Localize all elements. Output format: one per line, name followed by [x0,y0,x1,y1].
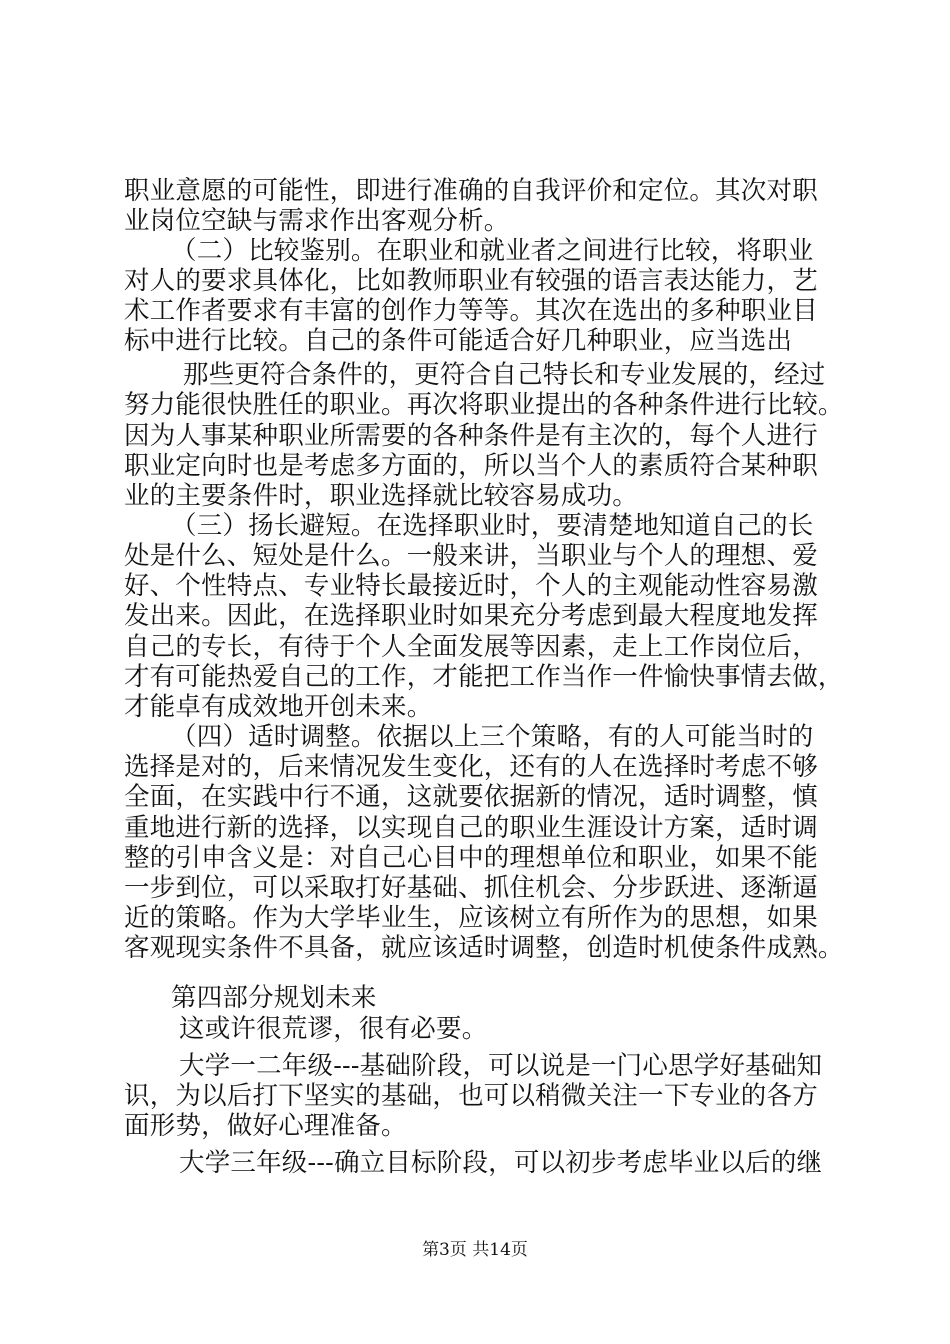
body-line: 才能卓有成效地开创未来。 [124,692,433,722]
body-line: 面形势，做好心理准备。 [124,1111,407,1141]
body-line: 才有可能热爱自己的工作，才能把工作当作一件愉快事情去做， [124,662,844,692]
body-line: 职业意愿的可能性，即进行准确的自我评价和定位。其次对职 [124,176,818,206]
body-line: 选择是对的，后来情况发生变化，还有的人在选择时考虑不够 [124,752,818,782]
body-line: 这或许很荒谬，很有必要。 [179,1014,488,1044]
page-number-footer: 第3页 共14页 [422,1240,528,1260]
body-line: 大学三年级---确立目标阶段，可以初步考虑毕业以后的继 [179,1148,823,1178]
body-line: （四）适时调整。依据以上三个策略，有的人可能当时的 [171,722,814,752]
body-line: 整的引申含义是：对自己心目中的理想单位和职业，如果不能 [124,843,818,873]
body-line: 因为人事某种职业所需要的各种条件是有主次的，每个人进行 [124,421,818,451]
body-line: 业岗位空缺与需求作出客观分析。 [124,206,510,236]
body-line: 客观现实条件不具备，就应该适时调整，创造时机使条件成熟。 [124,933,844,963]
body-line: （三）扬长避短。在选择职业时，要清楚地知道自己的长 [171,511,814,541]
body-line: 大学一二年级---基础阶段，可以说是一门心思学好基础知 [179,1051,823,1081]
body-line: 那些更符合条件的，更符合自己特长和专业发展的，经过 [183,360,826,390]
body-line: 全面，在实践中行不通，这就要依据新的情况，适时调整，慎 [124,782,818,812]
body-line: 标中进行比较。自己的条件可能适合好几种职业，应当选出 [124,326,793,356]
body-line: 重地进行新的选择，以实现自己的职业生涯设计方案，适时调 [124,813,818,843]
body-line: 发出来。因此，在选择职业时如果充分考虑到最大程度地发挥 [124,601,818,631]
body-line: 处是什么、短处是什么。一般来讲，当职业与个人的理想、爱 [124,541,818,571]
body-line: 一步到位，可以采取打好基础、抓住机会、分步跃进、逐渐逼 [124,873,818,903]
body-line: 努力能很快胜任的职业。再次将职业提出的各种条件进行比较。 [124,390,844,420]
body-line: 术工作者要求有丰富的创作力等等。其次在选出的多种职业目 [124,296,818,326]
body-line: 好、个性特点、专业特长最接近时，个人的主观能动性容易激 [124,571,818,601]
body-line: 业的主要条件时，职业选择就比较容易成功。 [124,481,639,511]
body-line: 识，为以后打下坚实的基础，也可以稍微关注一下专业的各方 [124,1081,818,1111]
body-line: 自己的专长，有待于个人全面发展等因素，走上工作岗位后， [124,632,818,662]
body-line: （二）比较鉴别。在职业和就业者之间进行比较，将职业 [171,236,814,266]
body-line: 职业定向时也是考虑多方面的，所以当个人的素质符合某种职 [124,451,818,481]
body-line: 近的策略。作为大学毕业生，应该树立有所作为的思想，如果 [124,903,818,933]
section-heading: 第四部分规划未来 [171,983,377,1013]
body-line: 对人的要求具体化，比如教师职业有较强的语言表达能力，艺 [124,266,818,296]
